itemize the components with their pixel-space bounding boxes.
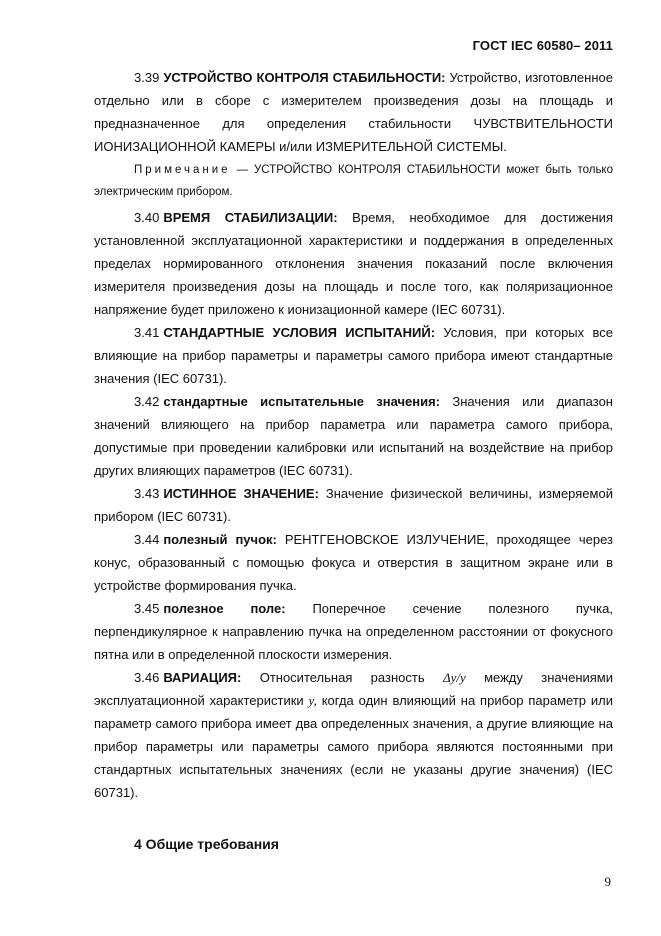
document-header: ГОСТ IEC 60580– 2011 <box>472 38 613 53</box>
entry-text: Время, необходимое для достижения установленной эксплуатационной характеристики и поддержания в определенных пределах нормированного отклонения значения показаний после включения измерителя произведения дозы на площадь и после того, как поляризационное напряжение будет приложено к ионизационной камере (IEC 60731). <box>94 210 613 317</box>
entry-3-43 <box>94 482 613 528</box>
entry-text: Устройство, изготовленное отдельно или в сборе с измерителем произведения дозы на площадь и предназначенное для определения стабильности ЧУВСТВИТЕЛЬНОСТИ ИОНИЗАЦИОННОЙ КАМЕРЫ и/или ИЗМЕРИТЕЛЬНОЙ СИСТЕМЫ. <box>94 70 613 154</box>
entry-number: 3.43 <box>134 486 160 501</box>
entry-3-45 <box>94 597 613 666</box>
entry-term: СТАНДАРТНЫЕ УСЛОВИЯ ИСПЫТАНИЙ: <box>163 325 436 340</box>
entry-3-40 <box>94 206 613 321</box>
entry-text: Поперечное сечение полезного пучка, перпендикулярное к направлению пучка на определенном расстоянии от фокусного пятна или в определенной плоскости измерения. <box>94 601 614 662</box>
entry-number: 3.41 <box>134 325 160 340</box>
entry-text: Условия, при которых все влияющие на прибор параметры и параметры самого прибора имеют стандартные значения (IEC 60731). <box>94 325 613 386</box>
page-number: 9 <box>604 874 611 889</box>
entry-3-42 <box>94 390 613 482</box>
math-relative-difference: Δy/y <box>442 670 466 685</box>
entry-term: полезный пучок: <box>163 532 277 547</box>
note-label: Примечание <box>134 164 231 176</box>
entry-number: 3.39 <box>134 70 160 85</box>
entry-number: 3.42 <box>134 394 160 409</box>
entry-3-44 <box>94 528 613 597</box>
entry-number: 3.44 <box>134 532 160 547</box>
entry-term: полезное поле: <box>163 601 286 616</box>
entry-number: 3.45 <box>134 601 160 616</box>
entry-text: Значение физической величины, измеряемой прибором (IEC 60731). <box>94 486 613 524</box>
entry-term: ВРЕМЯ СТАБИЛИЗАЦИИ: <box>163 210 338 225</box>
entry-3-39 <box>94 66 613 158</box>
math-characteristic: y, <box>308 693 317 708</box>
entry-text: когда один влияющий на прибор параметр или параметр самого прибора имеет два определенных значения, а другие влияющие на прибор параметры или параметры самого прибора являются постоянными при стандартных испытательных значениях (если не указаны другие значения) (IEC 60731). <box>94 693 613 800</box>
entry-text: Относительная разность <box>259 670 425 685</box>
note <box>94 159 613 203</box>
entry-term: ИСТИННОЕ ЗНАЧЕНИЕ: <box>163 486 319 501</box>
entry-term: стандартные испытательные значения: <box>163 394 441 409</box>
document-body <box>94 66 613 804</box>
entry-term: ВАРИАЦИЯ: <box>163 670 242 685</box>
entry-term: УСТРОЙСТВО КОНТРОЛЯ СТАБИЛЬНОСТИ: <box>163 70 446 85</box>
entry-text: Значения или диапазон значений влияющего на прибор параметра или параметра самого прибора, допустимые при проведении калибровки или испытаний на воздействие на прибор других влияющих параметров (IEC 60731). <box>94 394 613 478</box>
entry-text: между значениями эксплуатационной характеристики <box>94 670 613 708</box>
entry-3-41 <box>94 321 613 390</box>
section-heading: 4 Общие требования <box>134 836 279 852</box>
note-text: — УСТРОЙСТВО КОНТРОЛЯ СТАБИЛЬНОСТИ может быть только электрическим прибором. <box>94 164 613 198</box>
entry-number: 3.40 <box>134 210 160 225</box>
entry-text: РЕНТГЕНОВСКОЕ ИЗЛУЧЕНИЕ, проходящее через конус, образованный с помощью фокуса и отверстия в защитном экране или в устройстве формирования пучка. <box>94 532 613 593</box>
entry-3-46 <box>94 666 613 804</box>
entry-number: 3.46 <box>134 670 160 685</box>
